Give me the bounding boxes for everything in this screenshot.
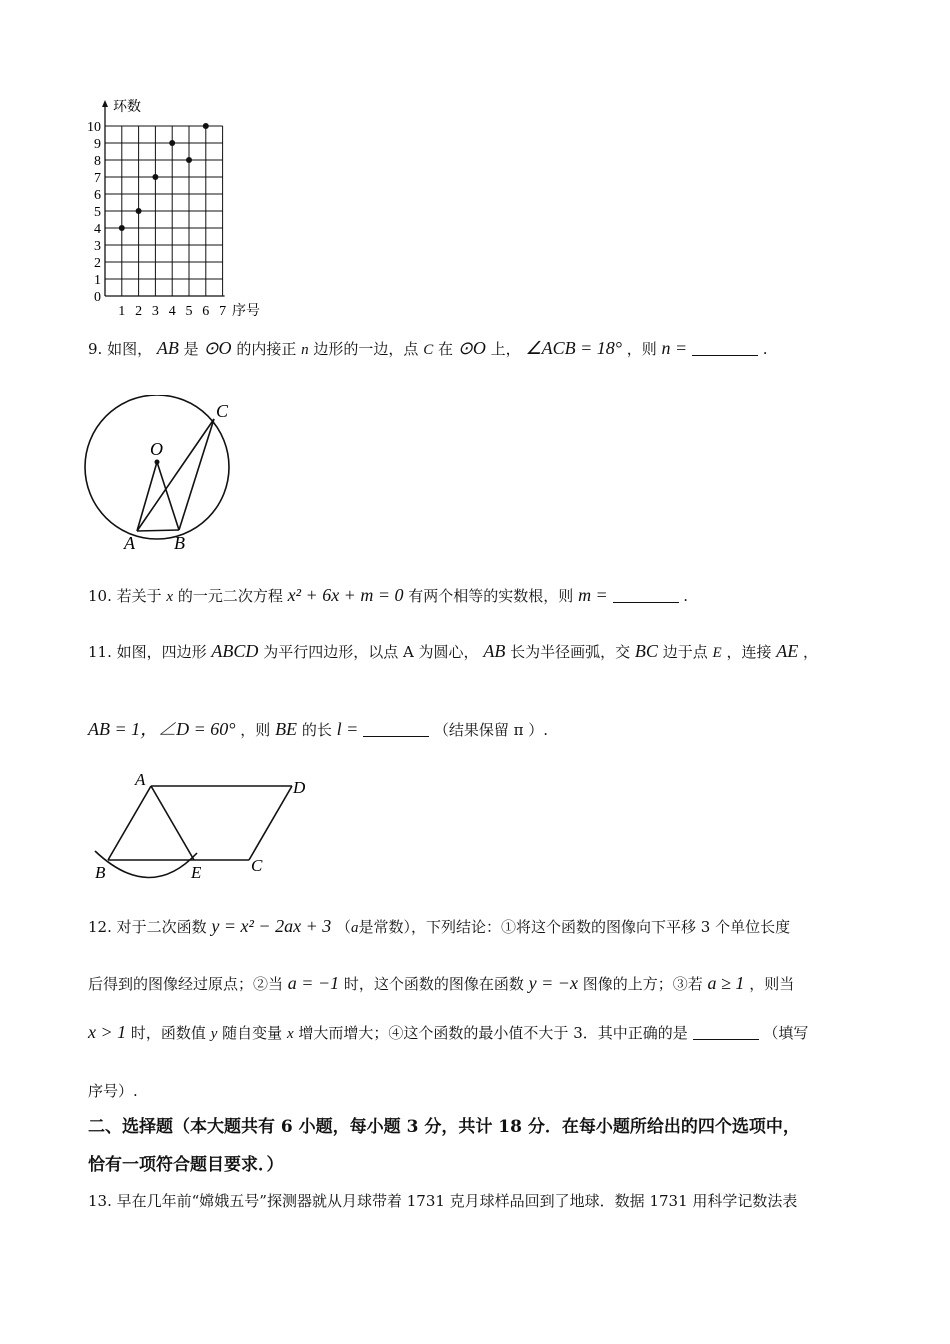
data-point: [136, 208, 142, 214]
x-tick-label: 2: [135, 304, 143, 319]
figure-11-parallelogram: [85, 765, 320, 885]
segment-ae: [151, 786, 194, 860]
y-tick-label: 9: [94, 137, 101, 152]
y-tick-label: 4: [94, 222, 101, 237]
x-axis-label: 序号: [232, 304, 260, 319]
x-tick-label: 4: [168, 304, 176, 319]
q10-equation: x² + 6x + m = 0: [287, 585, 404, 605]
x-tick-label: 5: [185, 304, 193, 319]
x-tick-label: 7: [219, 304, 227, 319]
scatter-chart: [80, 95, 280, 330]
label-c: C: [251, 856, 263, 875]
section-2-heading-line-2: 恰有一项符合题目要求．）: [88, 1155, 284, 1175]
segment-bc: [179, 419, 214, 530]
question-10: 10. 若关于 x 的一元二次方程 x² + 6x + m = 0 有两个相等的实数根，则 m = .: [88, 585, 689, 605]
y-axis-arrow-icon: [102, 100, 108, 107]
q9-angle: ∠ACB = 18°: [525, 338, 622, 358]
x-tick-label: 6: [202, 304, 210, 319]
x-tick-label: 3: [151, 304, 159, 319]
y-tick-label: 10: [87, 120, 101, 135]
q11-arc-be: BE: [275, 719, 298, 739]
q9-circle-o: ⊙O: [203, 338, 232, 358]
label-d: D: [293, 778, 306, 797]
question-12-line-1: 12. 对于二次函数 y = x² − 2ax + 3 （a是常数），下列结论：①将这个函数的图像向下平移 3 个单位长度: [88, 916, 791, 936]
point-o: [155, 460, 160, 465]
label-b: B: [174, 533, 185, 553]
data-point: [152, 174, 158, 180]
section-2-heading-line-1: 二、选择题（本大题共有 6 小题，每小题 3 分，共计 18 分．在每小题所给出的四个选项中，: [88, 1117, 800, 1137]
q10-answer-blank[interactable]: [613, 588, 679, 603]
question-12-line-4: 序号）.: [88, 1082, 138, 1100]
data-point: [186, 157, 192, 163]
label-o: O: [150, 439, 163, 459]
label-a: A: [135, 770, 146, 789]
q9-ab: AB: [156, 338, 179, 358]
y-tick-label: 0: [94, 290, 101, 305]
y-axis-label: 环数: [113, 100, 141, 115]
side-dc: [249, 786, 292, 860]
data-point: [119, 225, 125, 231]
question-12-line-2: 后得到的图像经过原点；②当 a = −1 时，这个函数的图像在函数 y = −x 图像的上方；③若 a ≥ 1 ，则当: [88, 973, 795, 993]
y-tick-label: 6: [94, 188, 101, 203]
segment-ac: [137, 419, 214, 531]
q9-circle-o-2: ⊙O: [457, 338, 486, 358]
question-12-line-3: x > 1 时，函数值 y 随自变量 x 增大而增大；④这个函数的最小值不大于 3．其中正确的是 （填写: [88, 1022, 809, 1042]
question-11-line-1: 11. 如图，四边形 ABCD 为平行四边形，以点 A 为圆心， AB 长为半径画弧，交 BC 边于点 E ，连接 AE ，: [88, 641, 819, 661]
question-11-line-2: AB = 1，∠D = 60° ，则 BE 的长 l = （结果保留 π ）.: [88, 719, 549, 739]
question-9: 9. 如图， AB 是 ⊙O 的内接正 n 边形的一边，点 C 在 ⊙O 上， ∠ACB = 18° ，则 n = .: [88, 338, 768, 358]
q11-l-equals: l =: [336, 719, 359, 739]
q12-function: y = x² − 2ax + 3: [211, 916, 332, 936]
chart-grid: [105, 126, 223, 296]
q10-m-equals: m =: [578, 585, 608, 605]
y-tick-label: 8: [94, 154, 101, 169]
question-13: 13. 早在几年前“嫦娥五号”探测器就从月球带着 1731 克月球样品回到了地球．数据 1731 用科学记数法表: [88, 1192, 798, 1210]
y-tick-label: 7: [94, 171, 101, 186]
label-b: B: [95, 863, 106, 882]
q9-n-equals: n =: [661, 338, 688, 358]
data-point: [169, 140, 175, 146]
figure-9-circle: [80, 395, 250, 560]
q11-answer-blank[interactable]: [363, 722, 429, 737]
y-tick-label: 3: [94, 239, 101, 254]
label-c: C: [216, 401, 229, 421]
data-point: [203, 123, 209, 129]
x-tick-label: 1: [118, 304, 126, 319]
label-e: E: [191, 863, 202, 882]
q9-answer-blank[interactable]: [692, 341, 758, 356]
y-tick-label: 5: [94, 205, 101, 220]
label-a: A: [124, 533, 135, 553]
q12-answer-blank[interactable]: [693, 1025, 759, 1040]
circle-o: [85, 395, 229, 539]
y-tick-label: 1: [94, 273, 101, 288]
segment-ab: [137, 530, 179, 531]
chart-ticks: [87, 120, 226, 319]
side-ba: [108, 786, 151, 860]
q11-condition: AB = 1，∠D = 60°: [88, 719, 236, 739]
y-tick-label: 2: [94, 256, 101, 271]
segment-oa: [137, 462, 157, 531]
